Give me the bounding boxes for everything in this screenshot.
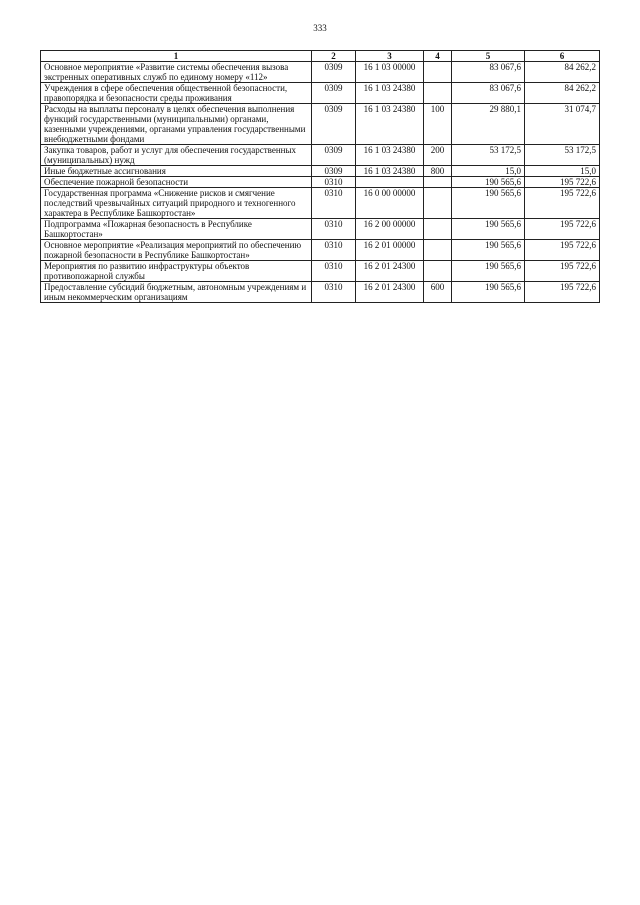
row-target-code-cell: 16 1 03 00000 [356, 62, 424, 83]
row-section-code-cell: 0310 [312, 188, 356, 219]
row-section-code-cell: 0310 [312, 240, 356, 261]
row-expense-type-cell [424, 177, 452, 188]
row-name-cell: Расходы на выплаты персоналу в целях обеспечения выполнения функций государственными (муниципальными) органами, казенными учреждениями, органами управления государственными внебюджетными фондами [41, 104, 312, 145]
row-amount-1-cell: 190 565,6 [452, 240, 525, 261]
column-header-5: 5 [452, 51, 525, 62]
row-amount-2-cell: 195 722,6 [525, 219, 600, 240]
row-name-cell: Основное мероприятие «Развитие системы обеспечения вызова экстренных оперативных служб по единому номеру «112» [41, 62, 312, 83]
column-header-1: 1 [41, 51, 312, 62]
row-target-code-cell: 16 2 01 24300 [356, 261, 424, 282]
column-header-6: 6 [525, 51, 600, 62]
row-name-cell: Предоставление субсидий бюджетным, автономным учреждениям и иным некоммерческим организациям [41, 282, 312, 303]
row-amount-2-cell: 53 172,5 [525, 145, 600, 166]
row-name-cell: Подпрограмма «Пожарная безопасность в Республике Башкортостан» [41, 219, 312, 240]
row-target-code-cell [356, 177, 424, 188]
row-amount-1-cell: 83 067,6 [452, 62, 525, 83]
row-expense-type-cell [424, 83, 452, 104]
table-row [41, 104, 600, 145]
table-row [41, 83, 600, 104]
row-name-cell: Мероприятия по развитию инфраструктуры объектов противопожарной службы [41, 261, 312, 282]
header-row [41, 51, 600, 62]
row-expense-type-cell [424, 62, 452, 83]
row-expense-type-cell: 200 [424, 145, 452, 166]
row-name-cell: Государственная программа «Снижение рисков и смягчение последствий чрезвычайных ситуаций природного и техногенного характера в Республике Башкортостан» [41, 188, 312, 219]
row-amount-2-cell: 195 722,6 [525, 282, 600, 303]
row-amount-1-cell: 15,0 [452, 166, 525, 177]
row-name-cell: Обеспечение пожарной безопасности [41, 177, 312, 188]
column-header-4: 4 [424, 51, 452, 62]
row-amount-1-cell: 190 565,6 [452, 188, 525, 219]
table-row [41, 219, 600, 240]
row-amount-2-cell: 195 722,6 [525, 261, 600, 282]
row-amount-2-cell: 84 262,2 [525, 83, 600, 104]
row-amount-1-cell: 190 565,6 [452, 177, 525, 188]
table-row [41, 188, 600, 219]
row-amount-2-cell: 31 074,7 [525, 104, 600, 145]
row-amount-2-cell: 195 722,6 [525, 188, 600, 219]
row-amount-1-cell: 29 880,1 [452, 104, 525, 145]
row-amount-1-cell: 190 565,6 [452, 282, 525, 303]
budget-table [40, 50, 600, 303]
row-amount-2-cell: 195 722,6 [525, 240, 600, 261]
row-amount-2-cell: 15,0 [525, 166, 600, 177]
table-body [41, 62, 600, 303]
row-target-code-cell: 16 1 03 24380 [356, 104, 424, 145]
row-amount-2-cell: 195 722,6 [525, 177, 600, 188]
row-section-code-cell: 0310 [312, 282, 356, 303]
row-section-code-cell: 0309 [312, 166, 356, 177]
row-target-code-cell: 16 2 01 00000 [356, 240, 424, 261]
row-section-code-cell: 0310 [312, 177, 356, 188]
table-row [41, 240, 600, 261]
row-name-cell: Учреждения в сфере обеспечения общественной безопасности, правопорядка и безопасности среды проживания [41, 83, 312, 104]
column-header-3: 3 [356, 51, 424, 62]
row-expense-type-cell [424, 219, 452, 240]
table-row [41, 145, 600, 166]
row-expense-type-cell [424, 188, 452, 219]
row-expense-type-cell: 100 [424, 104, 452, 145]
row-amount-2-cell: 84 262,2 [525, 62, 600, 83]
row-section-code-cell: 0310 [312, 261, 356, 282]
row-section-code-cell: 0309 [312, 104, 356, 145]
row-expense-type-cell: 600 [424, 282, 452, 303]
row-target-code-cell: 16 2 01 24300 [356, 282, 424, 303]
row-target-code-cell: 16 1 03 24380 [356, 83, 424, 104]
table-row [41, 282, 600, 303]
row-target-code-cell: 16 1 03 24380 [356, 166, 424, 177]
page-number: 333 [313, 23, 327, 33]
row-expense-type-cell [424, 240, 452, 261]
row-amount-1-cell: 190 565,6 [452, 219, 525, 240]
table-row [41, 261, 600, 282]
row-expense-type-cell: 800 [424, 166, 452, 177]
column-header-2: 2 [312, 51, 356, 62]
row-name-cell: Иные бюджетные ассигнования [41, 166, 312, 177]
row-section-code-cell: 0309 [312, 145, 356, 166]
table-row [41, 62, 600, 83]
row-section-code-cell: 0309 [312, 83, 356, 104]
row-target-code-cell: 16 0 00 00000 [356, 188, 424, 219]
row-name-cell: Основное мероприятие «Реализация мероприятий по обеспечению пожарной безопасности в Республике Башкортостан» [41, 240, 312, 261]
row-target-code-cell: 16 1 03 24380 [356, 145, 424, 166]
row-amount-1-cell: 83 067,6 [452, 83, 525, 104]
row-section-code-cell: 0309 [312, 62, 356, 83]
row-target-code-cell: 16 2 00 00000 [356, 219, 424, 240]
row-amount-1-cell: 53 172,5 [452, 145, 525, 166]
row-name-cell: Закупка товаров, работ и услуг для обеспечения государственных (муниципальных) нужд [41, 145, 312, 166]
row-expense-type-cell [424, 261, 452, 282]
table-row [41, 177, 600, 188]
row-section-code-cell: 0310 [312, 219, 356, 240]
table-row [41, 166, 600, 177]
row-amount-1-cell: 190 565,6 [452, 261, 525, 282]
